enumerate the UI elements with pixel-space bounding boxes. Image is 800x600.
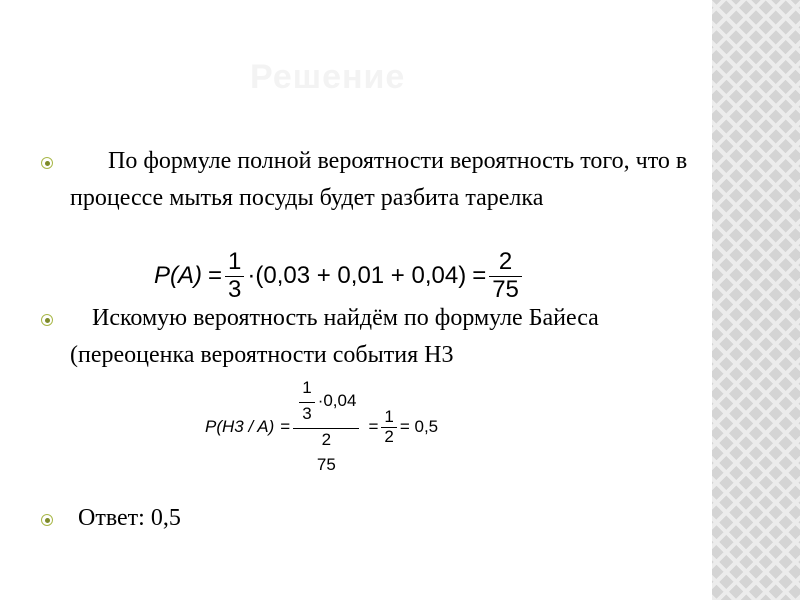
formula1-sum: ·(0,03 + 0,01 + 0,04): [247, 262, 467, 289]
formula2-inner-fraction: [299, 379, 314, 423]
formula2-half: [381, 408, 396, 446]
formula2-numerator-rest: ·0,04: [317, 390, 357, 410]
decorative-side-panel: [712, 0, 800, 600]
formula1-result-denominator: 75: [492, 275, 519, 303]
formula2-lhs: P(H3 / A): [205, 417, 275, 436]
formula2-half-denominator: 2: [384, 426, 394, 446]
formula2-denominator: [308, 429, 345, 475]
paragraph-answer: Ответ: 0,5: [78, 505, 181, 531]
formula2-main-fraction: [293, 379, 359, 475]
formula2-equals: =: [280, 417, 291, 436]
formula1-equals: =: [208, 262, 223, 289]
slide-title: Решение: [250, 58, 406, 96]
paragraph-bayes: Искомую вероятность найдём по формуле Байеса (переоценка вероятности события Н3: [70, 305, 599, 368]
formula1-coef-denominator: 3: [228, 275, 242, 303]
formula2-den-denominator: 75: [316, 455, 336, 475]
formula1-coef-numerator: 1: [228, 248, 242, 276]
formula2-half-numerator: 1: [384, 406, 394, 426]
formula1-coefficient: [225, 249, 244, 303]
paragraph-total-probability: По формуле полной вероятности вероятность того, что в процессе мытья посуды будет разбита тарелка: [70, 148, 688, 211]
formula2-denominator-fraction: [314, 431, 339, 475]
bullet-icon: [41, 514, 53, 526]
formula-total-probability: [154, 244, 525, 308]
bullet-icon: [41, 314, 53, 326]
formula2-result: = 0,5: [399, 417, 439, 436]
formula2-den-numerator: 2: [321, 429, 332, 449]
bullet-icon: [41, 157, 53, 169]
formula1-result: [489, 249, 522, 303]
formula2-inner-denominator: 3: [302, 403, 312, 423]
formula1-result-numerator: 2: [498, 248, 513, 276]
formula1-equals-2: =: [472, 262, 487, 289]
formula2-equals-2: =: [368, 417, 379, 436]
formula2-inner-numerator: 1: [302, 378, 312, 398]
formula1-lhs: P(A): [154, 262, 202, 289]
formula-bayes: [205, 372, 438, 482]
formula2-numerator: [293, 379, 359, 427]
